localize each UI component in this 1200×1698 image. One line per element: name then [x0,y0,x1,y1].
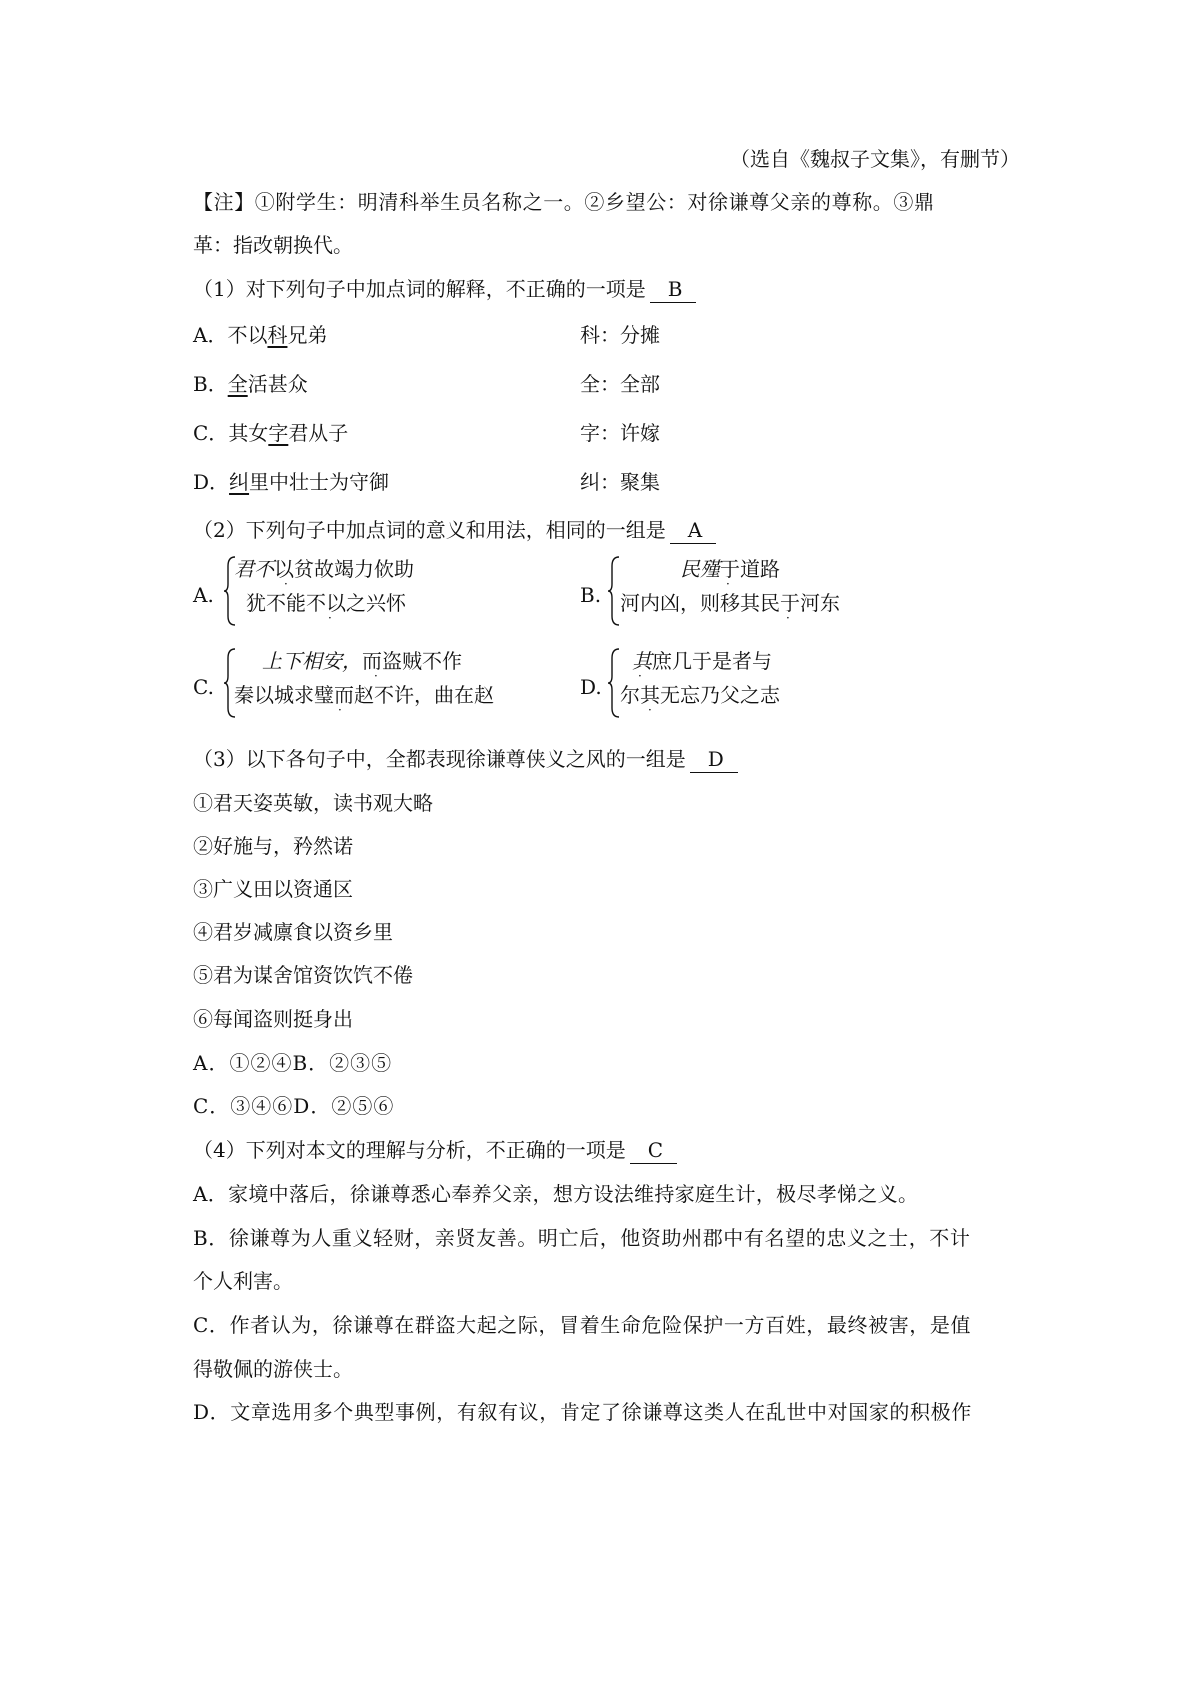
q4-option-c-line-1: C．作者认为，徐谦尊在群盗大起之际，冒着生命危险保护一方百姓，最终被害，是值 [193,1313,972,1337]
question-4-answer: C [630,1137,677,1164]
q4-option-c-line-2: 得敬佩的游侠士。 [193,1357,353,1381]
line-text: 以贫故竭力佽助 [274,557,414,581]
q4-option-a: A．家境中落后，徐谦尊悉心奉养父亲，想方设法维持家庭生计，极尽孝悌之义。 [193,1182,919,1206]
question-4-text: （4）下列对本文的理解与分析，不正确的一项是 [193,1138,626,1162]
q2-option-a-line-2: 犹不能不以之兴怀 [246,591,406,615]
option-letter: C． [193,421,229,445]
q3-item: ①君天姿英敏，读书观大略 [193,791,433,815]
q1-option-b-gloss: 全：全部 [580,372,660,396]
q2-option-c-line-2: 秦以城求璧而赵不许，曲在赵 [234,683,494,707]
q3-item: ③广义田以资通区 [193,877,353,901]
dotted-word: 科 [267,323,288,347]
question-3-stem [193,746,738,773]
q3-choices-row-2: C．③④⑥D．②⑤⑥ [193,1094,395,1118]
option-letter: A． [193,323,228,347]
dotted-word: 纠 [229,470,250,494]
q2-option-a-letter: A. [193,583,214,607]
option-letter: B． [193,372,228,396]
dotted-word: 全 [227,372,248,396]
q1-option-c-gloss: 字：许嫁 [580,421,660,445]
q1-option-c [193,420,348,446]
question-2-answer: A [670,517,716,544]
question-4-stem [193,1137,677,1164]
q4-option-b-line-1: B．徐谦尊为人重义轻财，亲贤友善。明亡后，他资助州郡中有名望的忠义之士，不计 [193,1226,971,1250]
line-text: 于道路 [720,557,780,581]
question-2-text: （2）下列句子中加点词的意义和用法，相同的一组是 [193,518,666,542]
emphasis-dot: · [786,611,790,625]
emphasis-dot: · [284,577,288,591]
option-text-post: 君从子 [288,421,349,445]
option-text-post: 兄弟 [287,323,328,347]
q2-option-a-line-1 [234,556,414,582]
q2-option-d-line-2: 尔其无忘乃父之志 [620,683,780,707]
line-text: 庶几于是者与 [652,649,772,673]
q3-item: ⑤君为谋舍馆资饮饩不倦 [193,963,413,987]
q1-option-a [193,322,327,348]
question-1-answer: B [650,276,697,303]
q2-option-b-line-1 [680,556,780,582]
emphasis-dot: · [648,703,652,717]
option-text-pre: 其女 [228,421,269,445]
option-text-post: 活甚众 [247,372,308,396]
q2-option-c-line-1 [262,648,462,674]
q1-option-a-gloss: 科：分摊 [580,323,660,347]
footnote-line-2: 革：指改朝换代。 [193,233,353,257]
italic-text: 君不 [234,557,274,581]
q2-option-d-letter: D. [580,675,602,699]
option-text-pre: 不以 [227,323,268,347]
emphasis-dot: · [328,611,332,625]
emphasis-dot: · [726,577,730,591]
question-1-stem [193,276,696,303]
question-2-stem [193,517,716,544]
q2-option-c-letter: C. [193,675,214,699]
brace-icon [608,556,620,626]
italic-text: 上下相安， [262,649,362,673]
q4-option-b-line-2: 个人利害。 [193,1269,293,1293]
emphasis-dot: · [374,669,378,683]
q3-item: ②好施与，矜然诺 [193,834,353,858]
option-letter: D． [193,470,230,494]
q2-option-b-letter: B. [580,583,602,607]
option-text-post: 里中壮士为守御 [249,470,390,494]
q1-option-d [193,469,389,495]
italic-text: 其 [632,649,652,673]
q1-option-b [193,371,308,397]
q2-option-d-line-1 [632,648,772,674]
q4-option-d-line-1: D．文章选用多个典型事例，有叙有议，肯定了徐谦尊这类人在乱世中对国家的积极作 [193,1400,972,1424]
emphasis-dot: · [338,703,342,717]
source-citation: （选自《魏叔子文集》，有删节） [730,147,1020,171]
q2-option-b-line-2: 河内凶，则移其民于河东 [620,591,840,615]
q3-item: ⑥每闻盗则挺身出 [193,1007,353,1031]
line-text: 而盗贼不作 [362,649,462,673]
question-3-text: （3）以下各句子中，全都表现徐谦尊侠义之风的一组是 [193,747,686,771]
dotted-word: 字 [268,421,289,445]
italic-text: 民殣 [680,557,720,581]
brace-icon [608,648,620,718]
q3-choices-row-1: A．①②④B．②③⑤ [193,1051,393,1075]
footnote-line-1: 【注】①附学生：明清科举生员名称之一。②乡望公：对徐谦尊父亲的尊称。③鼎 [193,190,935,214]
emphasis-dot: · [638,669,642,683]
q3-item: ④君岁减廪食以资乡里 [193,920,393,944]
question-1-text: （1）对下列句子中加点词的解释，不正确的一项是 [193,277,646,301]
q1-option-d-gloss: 纠：聚集 [580,470,660,494]
question-3-answer: D [690,746,738,773]
